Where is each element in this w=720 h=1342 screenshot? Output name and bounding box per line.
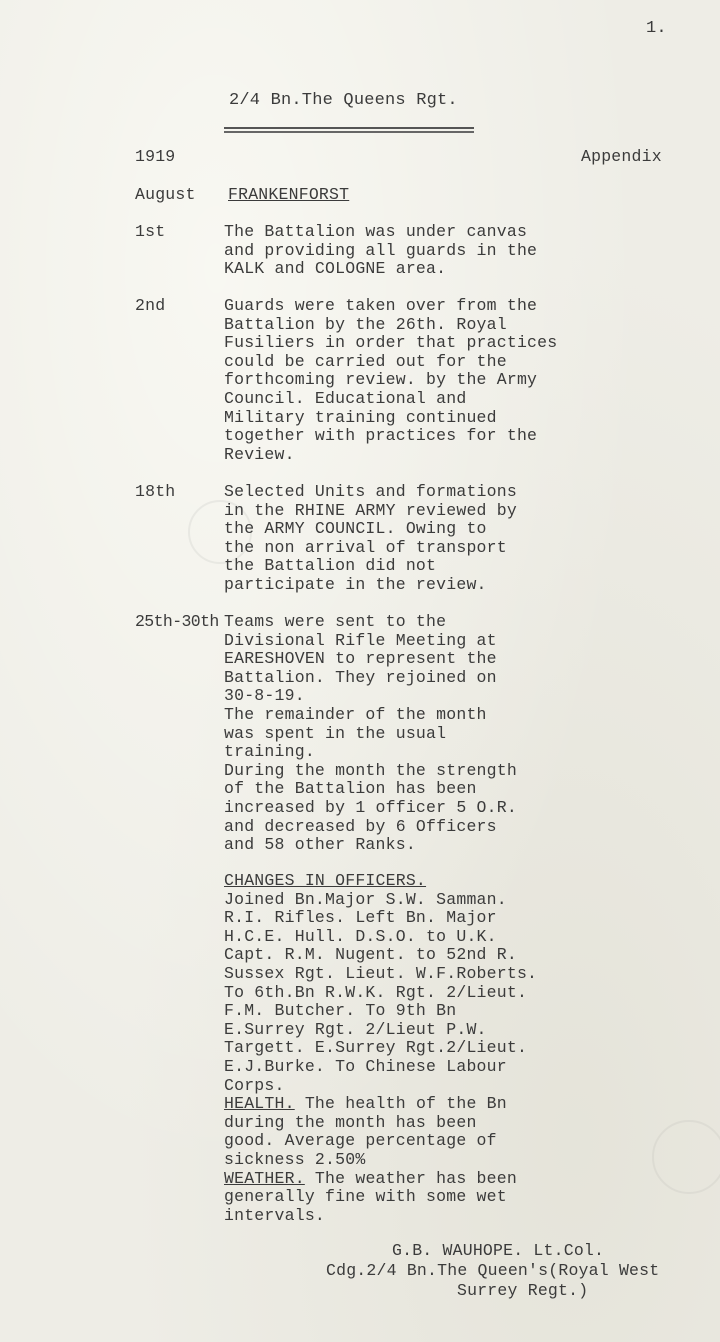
entry-line: During the month the strength [224,760,517,780]
entry-line: Fusiliers in order that practices [224,333,558,353]
officers-line: H.C.E. Hull. D.S.O. to U.K. [224,926,497,946]
officers-line: R.I. Rifles. Left Bn. Major [224,908,497,928]
entry-line: Teams were sent to the [224,612,447,631]
entry-line: Divisional Rifle Meeting at [224,630,497,650]
title-underline [224,127,474,129]
entry-line: the non arrival of transport [224,537,507,557]
entry-line: training. [224,742,315,762]
health-line: good. Average percentage of [224,1131,497,1151]
entry-line: could be carried out for the [224,351,507,371]
signature-command: Cdg.2/4 Bn.The Queen's(Royal West [326,1261,660,1280]
entry-line: and 58 other Ranks. [224,835,416,855]
officers-line: F.M. Butcher. To 9th Bn [224,1001,457,1021]
entry-line: the ARMY COUNCIL. Owing to [224,519,487,539]
entry-date: 2nd [135,296,166,315]
entry-line: EARESHOVEN to represent the [224,649,497,669]
signature-name: G.B. WAUHOPE. Lt.Col. [392,1241,605,1260]
entry-line: in the RHINE ARMY reviewed by [224,500,517,520]
officers-line: E.J.Burke. To Chinese Labour [224,1057,507,1076]
health-line: The health of the Bn [294,1094,507,1114]
year: 1919 [135,147,176,166]
entry-line: The remainder of the month [224,705,487,724]
faint-watermark [652,1120,720,1194]
entry-line: Guards were taken over from the [224,296,538,315]
entry-line: forthcoming review. by the Army [224,370,538,390]
weather-label: WEATHER. [224,1168,305,1188]
officers-heading: CHANGES IN OFFICERS. [224,871,427,890]
entry-date: 1st [135,222,166,241]
health-line: during the month has been [224,1112,477,1132]
appendix-label: Appendix [581,147,662,166]
entry-line: together with practices for the [224,426,538,446]
entry-line: Council. Educational and [224,389,467,408]
entry-date: 18th [135,482,176,501]
entry-line: Selected Units and formations [224,482,517,501]
officers-line: To 6th.Bn R.W.K. Rgt. 2/Lieut. [224,982,528,1002]
entry-line: 30-8-19. [224,686,305,706]
officers-line: Corps. [224,1075,285,1095]
month: August [135,185,196,204]
weather-line: generally fine with some wet [224,1187,507,1207]
weather-line: The weather has been [304,1168,517,1188]
entry-line: Battalion by the 26th. Royal [224,314,507,334]
page-number: 1. [646,19,667,38]
weather-line: intervals. [224,1205,326,1225]
signature-regiment: Surrey Regt.) [457,1281,589,1300]
entry-line: was spent in the usual [224,723,447,743]
entry-line: Military training continued [224,407,497,427]
unit-title: 2/4 Bn.The Queens Rgt. [229,91,458,110]
entry-line: Review. [224,444,295,464]
officers-line: Sussex Rgt. Lieut. W.F.Roberts. [224,964,538,983]
officers-line: Joined Bn.Major S.W. Samman. [224,889,507,909]
health-line: sickness 2.50% [224,1150,366,1169]
entry-line: participate in the review. [224,575,487,594]
entry-line: increased by 1 officer 5 O.R. [224,798,517,817]
entry-line: KALK and COLOGNE area. [224,259,447,279]
place-name: FRANKENFORST [228,185,350,204]
officers-line: Targett. E.Surrey Rgt.2/Lieut. [224,1038,528,1058]
entry-line: The Battalion was under canvas [224,222,528,241]
entry-line: Battalion. They rejoined on [224,667,497,687]
officers-line: E.Surrey Rgt. 2/Lieut P.W. [224,1019,487,1039]
entry-line: of the Battalion has been [224,779,477,799]
health-paragraph [224,1095,507,1114]
entry-date: 25th-30th [135,612,219,631]
weather-paragraph [224,1170,517,1189]
entry-line: and providing all guards in the [224,240,538,260]
left-bn-underline [368,909,449,928]
health-label: HEALTH. [224,1094,295,1114]
entry-line: and decreased by 6 Officers [224,816,497,836]
entry-line: the Battalion did not [224,556,437,576]
title-underline-second [224,131,474,133]
officers-line: Capt. R.M. Nugent. to 52nd R. [224,945,517,965]
